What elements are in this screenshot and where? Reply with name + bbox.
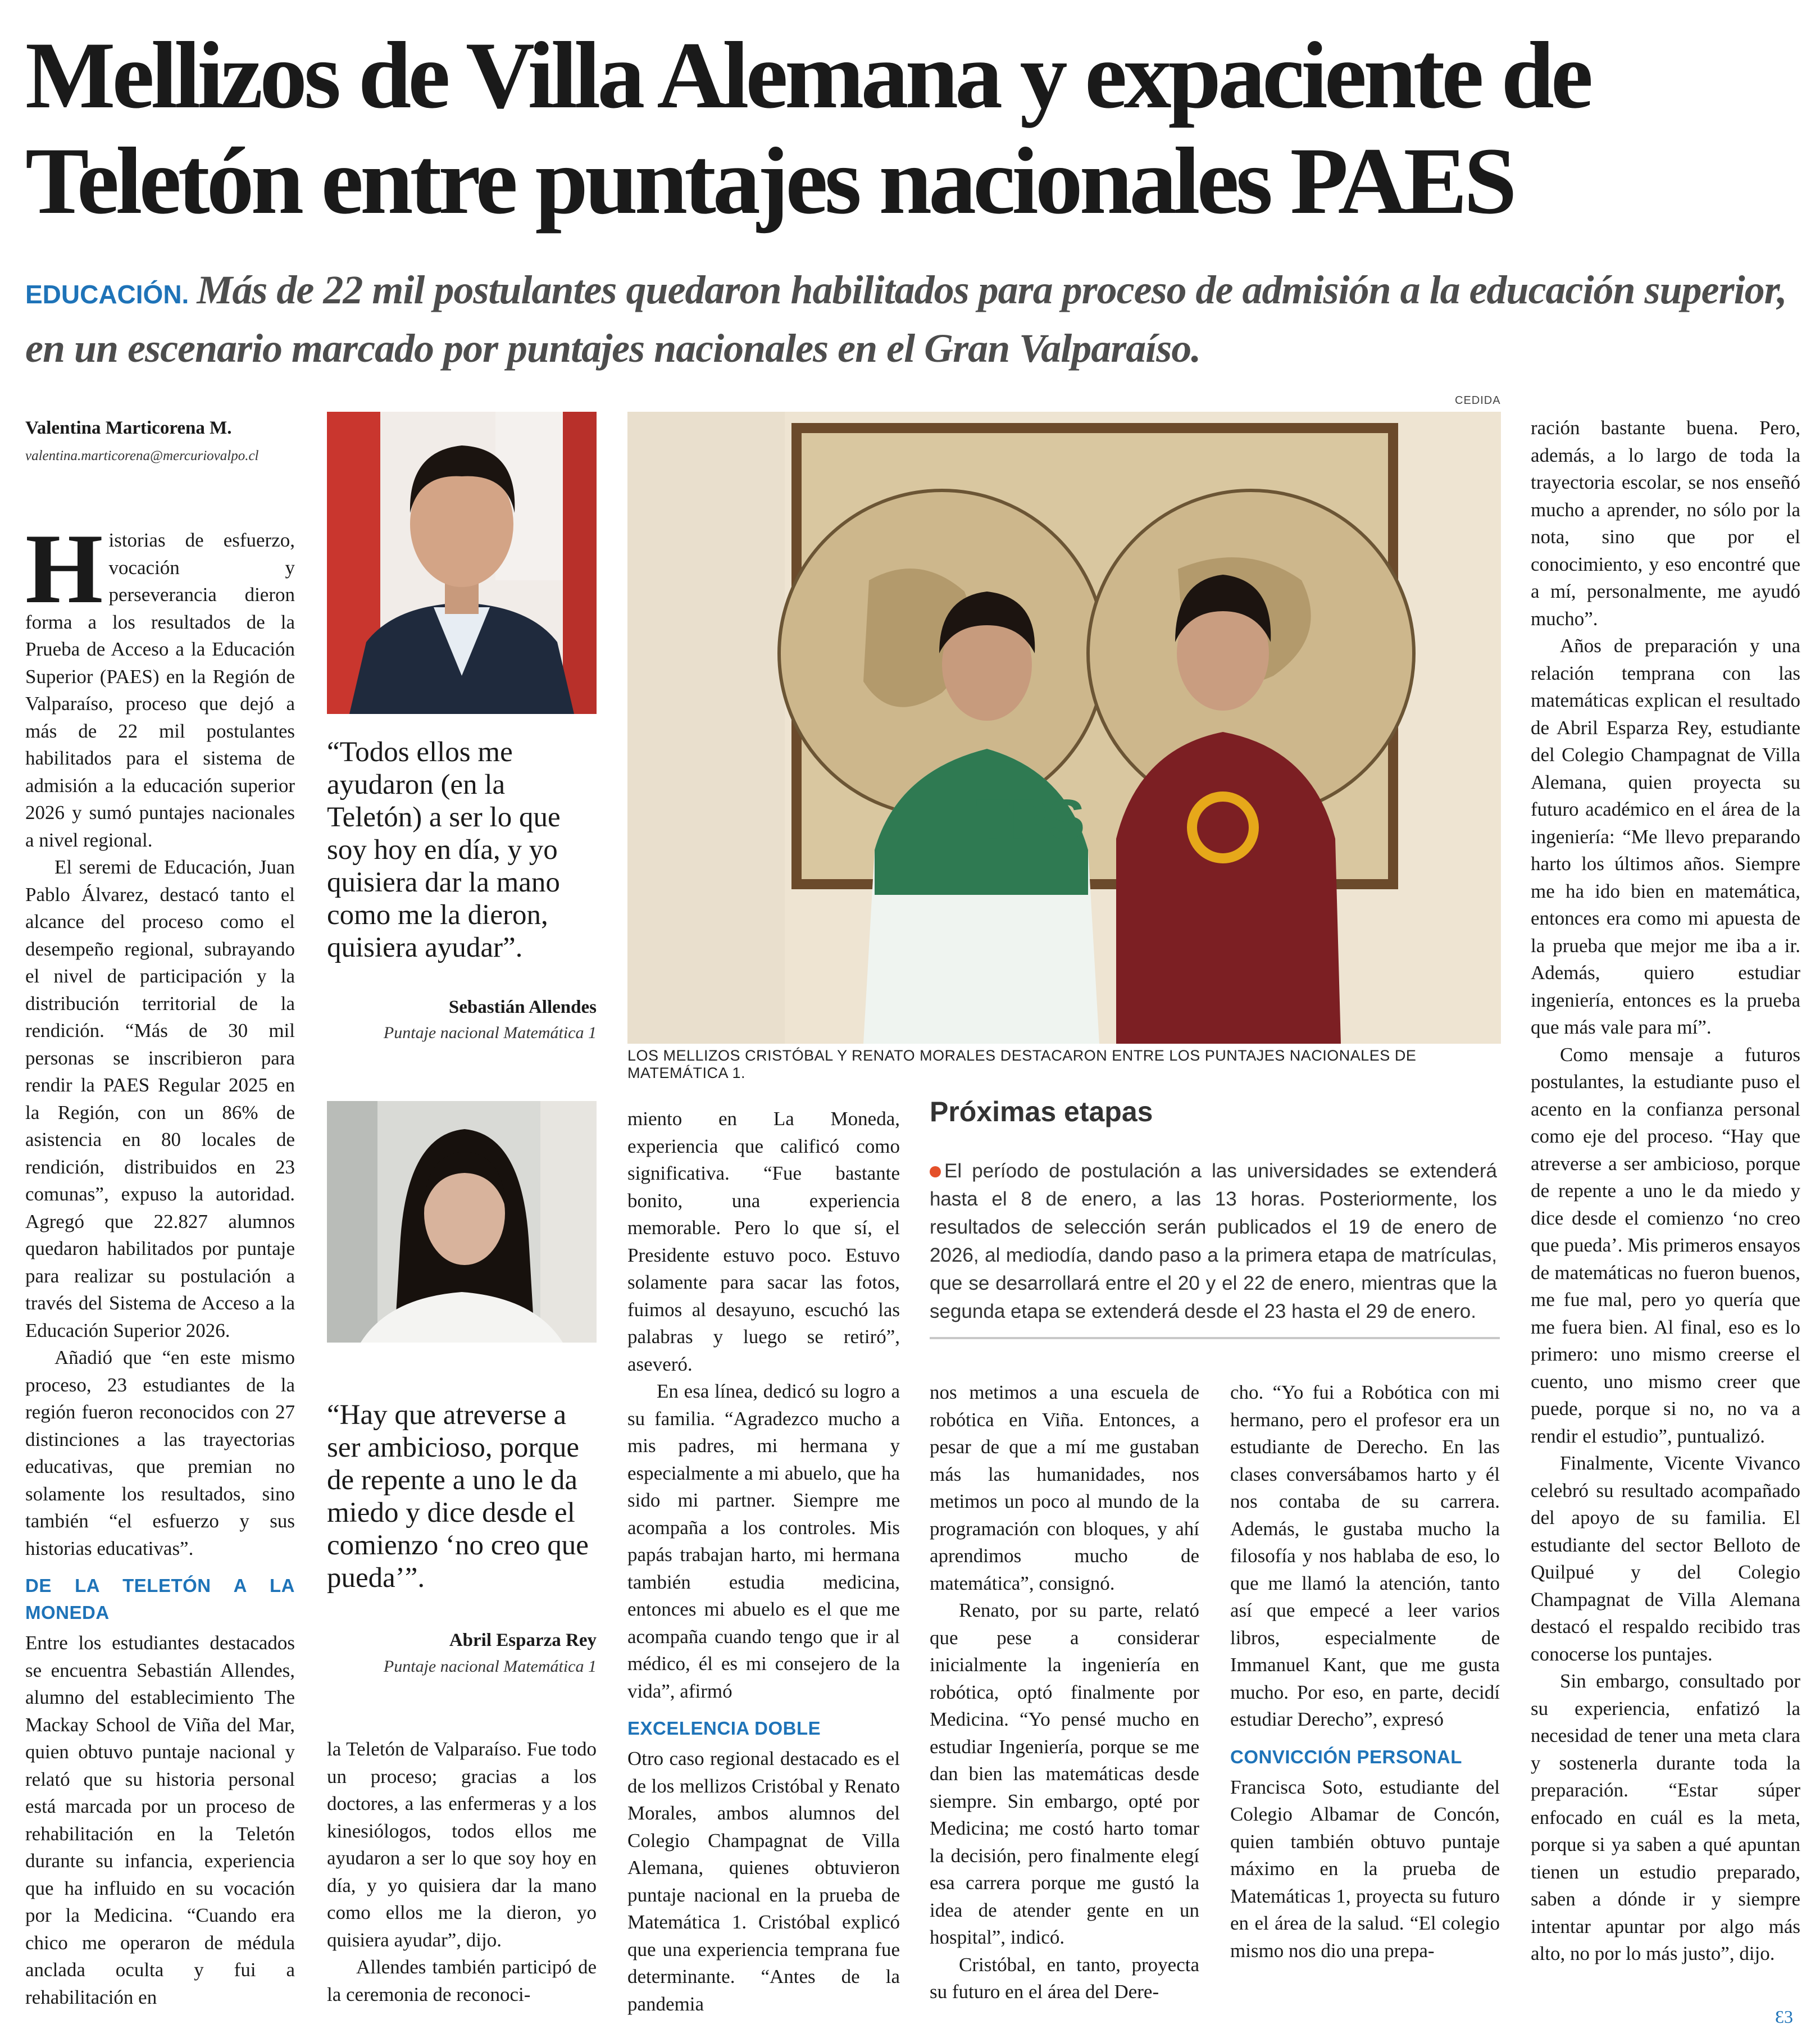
portrait-sebastian-allendes	[327, 412, 597, 714]
svg-text:TPS: TPS	[976, 788, 1085, 851]
deck-text: Más de 22 mil postulantes quedaron habilitados para proceso de admisión a la educación superior, en un escenario marcado por puntajes nacionales en el Gran Valparaíso.	[25, 267, 1787, 371]
paragraph: Añadió que “en este mismo proceso, 23 estudiantes de la región fueron reconocidos con 27 distinciones a las trayectorias educativas, que premian no solamente los resultados, sino también “el esfuerzo y sus historias educativas”.	[25, 1346, 295, 1559]
paragraph: cho. “Yo fui a Robótica con mi hermano, pero el profesor era un estudiante de Derecho. En las clases conversábamos harto y él nos contaba de su carrera. Además, le gustaba mucho la filosofía y nos hablaba de eso, lo que me llamó la atención, tanto así que empecé a leer varios libros, especialmente de Immanuel Kant, que me gusta mucho. Por eso, en parte, decidí estudiar Derecho”, expresó	[1230, 1381, 1500, 1730]
paragraph: Francisca Soto, estudiante del Colegio Albamar de Concón, quien también obtuvo puntaje máximo en la prueba de Matemáticas 1, proyecta su futuro en el área de la salud. “El colegio mismo nos dio una prepa-	[1230, 1776, 1500, 1962]
paragraph: Finalmente, Vicente Vivanco celebró su resultado acompañado del apoyo de su familia. El estudiante del sector Belloto de Quilpué y del Colegio Champagnat de Villa Alemana destacó el respaldo recibido tras conocerse los puntajes.	[1531, 1452, 1800, 1665]
subhead: EXCELENCIA DOBLE	[627, 1718, 821, 1739]
subhead: DE LA TELETÓN A LA MONEDA	[25, 1575, 295, 1623]
article-column-2	[327, 1736, 597, 2008]
paragraph: Allendes también participó de la ceremonia de reconoci-	[327, 1956, 597, 2005]
sidebar-text	[930, 1157, 1497, 1326]
sidebar-body: El período de postulación a las universidades se extenderá hasta el 8 de enero, a las 13 horas. Posteriormente, los resultados de selección serán publicados el 19 de enero de 2026, al mediodía, dando paso a la primera etapa de matrículas, que se desarrollará entre el 20 y el 22 de enero, mientras que la segunda etapa se extenderá desde el 23 hasta el 29 de enero.	[930, 1160, 1497, 1322]
section-kicker: EDUCACIÓN.	[25, 280, 189, 309]
bullet-icon	[930, 1166, 941, 1177]
paragraph: El seremi de Educación, Juan Pablo Álvarez, destacó tanto el alcance del proceso como el desempeño regional, subrayando el nivel de participación y la distribución territorial de la rendición. “Más de 30 mil personas se inscribieron para rendir la PAES Regular 2025 en la Región, con un 86% de asistencia en 80 locales de rendición, distribuidos en 23 comunas”, expuso la autoridad. Agregó que 22.827 alumnos quedaron habilitados por puntaje para realizar su postulación a través del Sistema de Acceso a la Educación Superior 2026.	[25, 856, 295, 1341]
portrait-image	[327, 1101, 597, 1343]
paragraph: Sin embargo, consultado por su experiencia, enfatizó la necesidad de tener una meta clara y sostenerla durante toda la preparación. “Estar súper enfocado en cuál es la meta, porque si ya saben a qué apuntan tienen un estudio preparado, saben a dónde ir y siempre intentar apuntar por algo más alto, no por lo más justo”, dijo.	[1531, 1670, 1800, 1964]
byline-name: Valentina Marticorena M.	[25, 418, 232, 438]
photo-credit: CEDIDA	[1455, 394, 1501, 407]
lead-paragraph: Historias de esfuerzo, vocación y perseverancia dieron forma a los resultados de la Prueba de Acceso a la Educación Superior (PAES) en la Región de Valparaíso, proceso que dejó a más de 22 mil postulantes habilitados para el sistema de admisión a la educación superior 2026 y sumó puntajes nacionales a nivel regional.	[25, 513, 295, 851]
subhead: CONVICCIÓN PERSONAL	[1230, 1746, 1462, 1767]
quote-2-role: Puntaje nacional Matemática 1	[383, 1657, 597, 1676]
paragraph: Cristóbal, en tanto, proyecta su futuro en el área del Dere-	[930, 1953, 1199, 2003]
paragraph: Otro caso regional destacado es el de los mellizos Cristóbal y Renato Morales, ambos alumnos del Colegio Champagnat de Villa Alemana, quienes obtuvieron puntaje nacional en la prueba de Matemática 1. Cristóbal explicó que una experiencia temprana fue determinante. “Antes de la pandemia	[627, 1748, 900, 2015]
byline-email: valentina.marticorena@mercuriovalpo.cl	[25, 448, 259, 463]
quote-1-role: Puntaje nacional Matemática 1	[383, 1023, 597, 1042]
portrait-image	[327, 412, 597, 714]
end-mark-icon: Ɛ3	[1775, 2007, 1794, 2027]
quote-2-name: Abril Esparza Rey	[449, 1630, 597, 1650]
photo-caption: LOS MELLIZOS CRISTÓBAL Y RENATO MORALES DESTACARON ENTRE LOS PUNTAJES NACIONALES DE MATEMÁTICA 1.	[627, 1047, 1417, 1081]
article-column-5	[1230, 1379, 1500, 1964]
paragraph: ración bastante buena. Pero, además, a lo largo de toda la trayectoria escolar, se nos enseñó mucho a aprender, no sólo por la nota, sino que por el conocimiento, y eso encontré que a mí, personalmente, me ayudó mucho”.	[1531, 417, 1800, 630]
paragraph: Entre los estudiantes destacados se encuentra Sebastián Allendes, alumno del establecimiento The Mackay School de Viña del Mar, quien obtuvo puntaje nacional y relató que su historia personal está marcada por un proceso de rehabilitación en la Teletón durante su infancia, experiencia que ha influido en su vocación por la Medicina. “Cuando era chico me operaron de médula anclada oculta y fui a rehabilitación en	[25, 1632, 295, 2008]
article-column-1	[25, 513, 295, 2011]
paragraph: Renato, por su parte, relató que pese a considerar inicialmente la ingeniería en robótica, optó finalmente por Medicina. “Yo pensé mucho en estudiar Ingeniería, porque se me dan bien las matemáticas desde siempre. Sin embargo, opté por Medicina; me costó harto tomar la decisión, pero finalmente elegí esa carrera porque me gustó la idea de atender gente en un hospital”, indicó.	[930, 1599, 1199, 1948]
main-photo-twins	[627, 412, 1501, 1044]
paragraph: En esa línea, dedicó su logro a su familia. “Agradezco mucho a mis padres, mi hermana y especialmente a mi abuelo, que ha sido mi partner. Siempre me acompaña a los controles. Mis papás trabajan harto, mi hermana también estudia medicina, entonces mi abuelo es el que me acompaña cuando tengo que ir al médico, él es mi consejero de la vida”, afirmó	[627, 1380, 900, 1702]
article-column-4	[930, 1379, 1199, 2006]
paragraph: la Teletón de Valparaíso. Fue todo un proceso; gracias a los doctores, a las enfermeras y a los kinesiólogos, todos ellos me ayudaron a ser lo que soy hoy en día, y yo quisiera dar la mano como ellos me la dieron, yo quisiera ayudar”, dijo.	[327, 1738, 597, 1951]
paragraph: Años de preparación y una relación temprana con las matemáticas explican el resultado de Abril Esparza Rey, estudiante del Colegio Champagnat de Villa Alemana, quien proyecta su futuro académico en el área de la ingeniería: “Me llevo preparando harto los últimos años. Siempre me ha ido bien en matemática, entonces era como mi apuesta de la prueba que mejor me iba a ir. Además, quiero estudiar ingeniería, entonces es la prueba que más vale para mí”.	[1531, 635, 1800, 1038]
article-column-3	[627, 1106, 900, 2018]
pull-quote-2: “Hay que atreverse a ser ambicioso, porque de repente a uno le da miedo y dice desde el comienzo ‘no creo que pueda’”.	[327, 1399, 589, 1594]
paragraph: miento en La Moneda, experiencia que calificó como significativa. “Fue bastante bonito, una experiencia memorable. Pero lo que sí, el Presidente estuvo poco. Estuvo solamente para sacar las fotos, fuimos al desayuno, escuchó las palabras y luego se retiró”, aseveró.	[627, 1108, 900, 1375]
paragraph: nos metimos a una escuela de robótica en Viña. Entonces, a pesar de que a mí me gustaban más las humanidades, nos metimos un poco al mundo de la programación con bloques, y ahí aprendimos mucho de matemática”, consignó.	[930, 1381, 1199, 1594]
portrait-abril-esparza	[327, 1101, 597, 1343]
divider	[930, 1337, 1500, 1339]
paragraph: Como mensaje a futuros postulantes, la estudiante puso el acento en la confianza personal como eje del proceso. “Hay que atreverse a ser ambicioso, porque de repente a uno le da miedo y dice desde el comienzo ‘no creo que pueda’. Mis primeros ensayos de matemáticas no fueron buenos, me fue mal, pero yo quería que me fuera bien. Al final, eso es lo primero: uno mismo creerse el cuento, uno mismo creer que puede, porque si no, no va a rendir el estudio”, puntualizó.	[1531, 1043, 1800, 1447]
deck	[25, 263, 1795, 375]
pull-quote-1: “Todos ellos me ayudaron (en la Teletón) a ser lo que soy hoy en día, y yo quisiera dar la mano como me la dieron, quisiera ayudar”.	[327, 736, 561, 963]
sidebar-title: Próximas etapas	[930, 1096, 1153, 1127]
headline: Mellizos de Villa Alemana y expaciente de Teletón entre puntajes nacionales PAES	[25, 22, 1590, 234]
article-column-6	[1531, 415, 1800, 1968]
main-photo-image	[627, 412, 1501, 1044]
quote-1-name: Sebastián Allendes	[448, 997, 597, 1017]
